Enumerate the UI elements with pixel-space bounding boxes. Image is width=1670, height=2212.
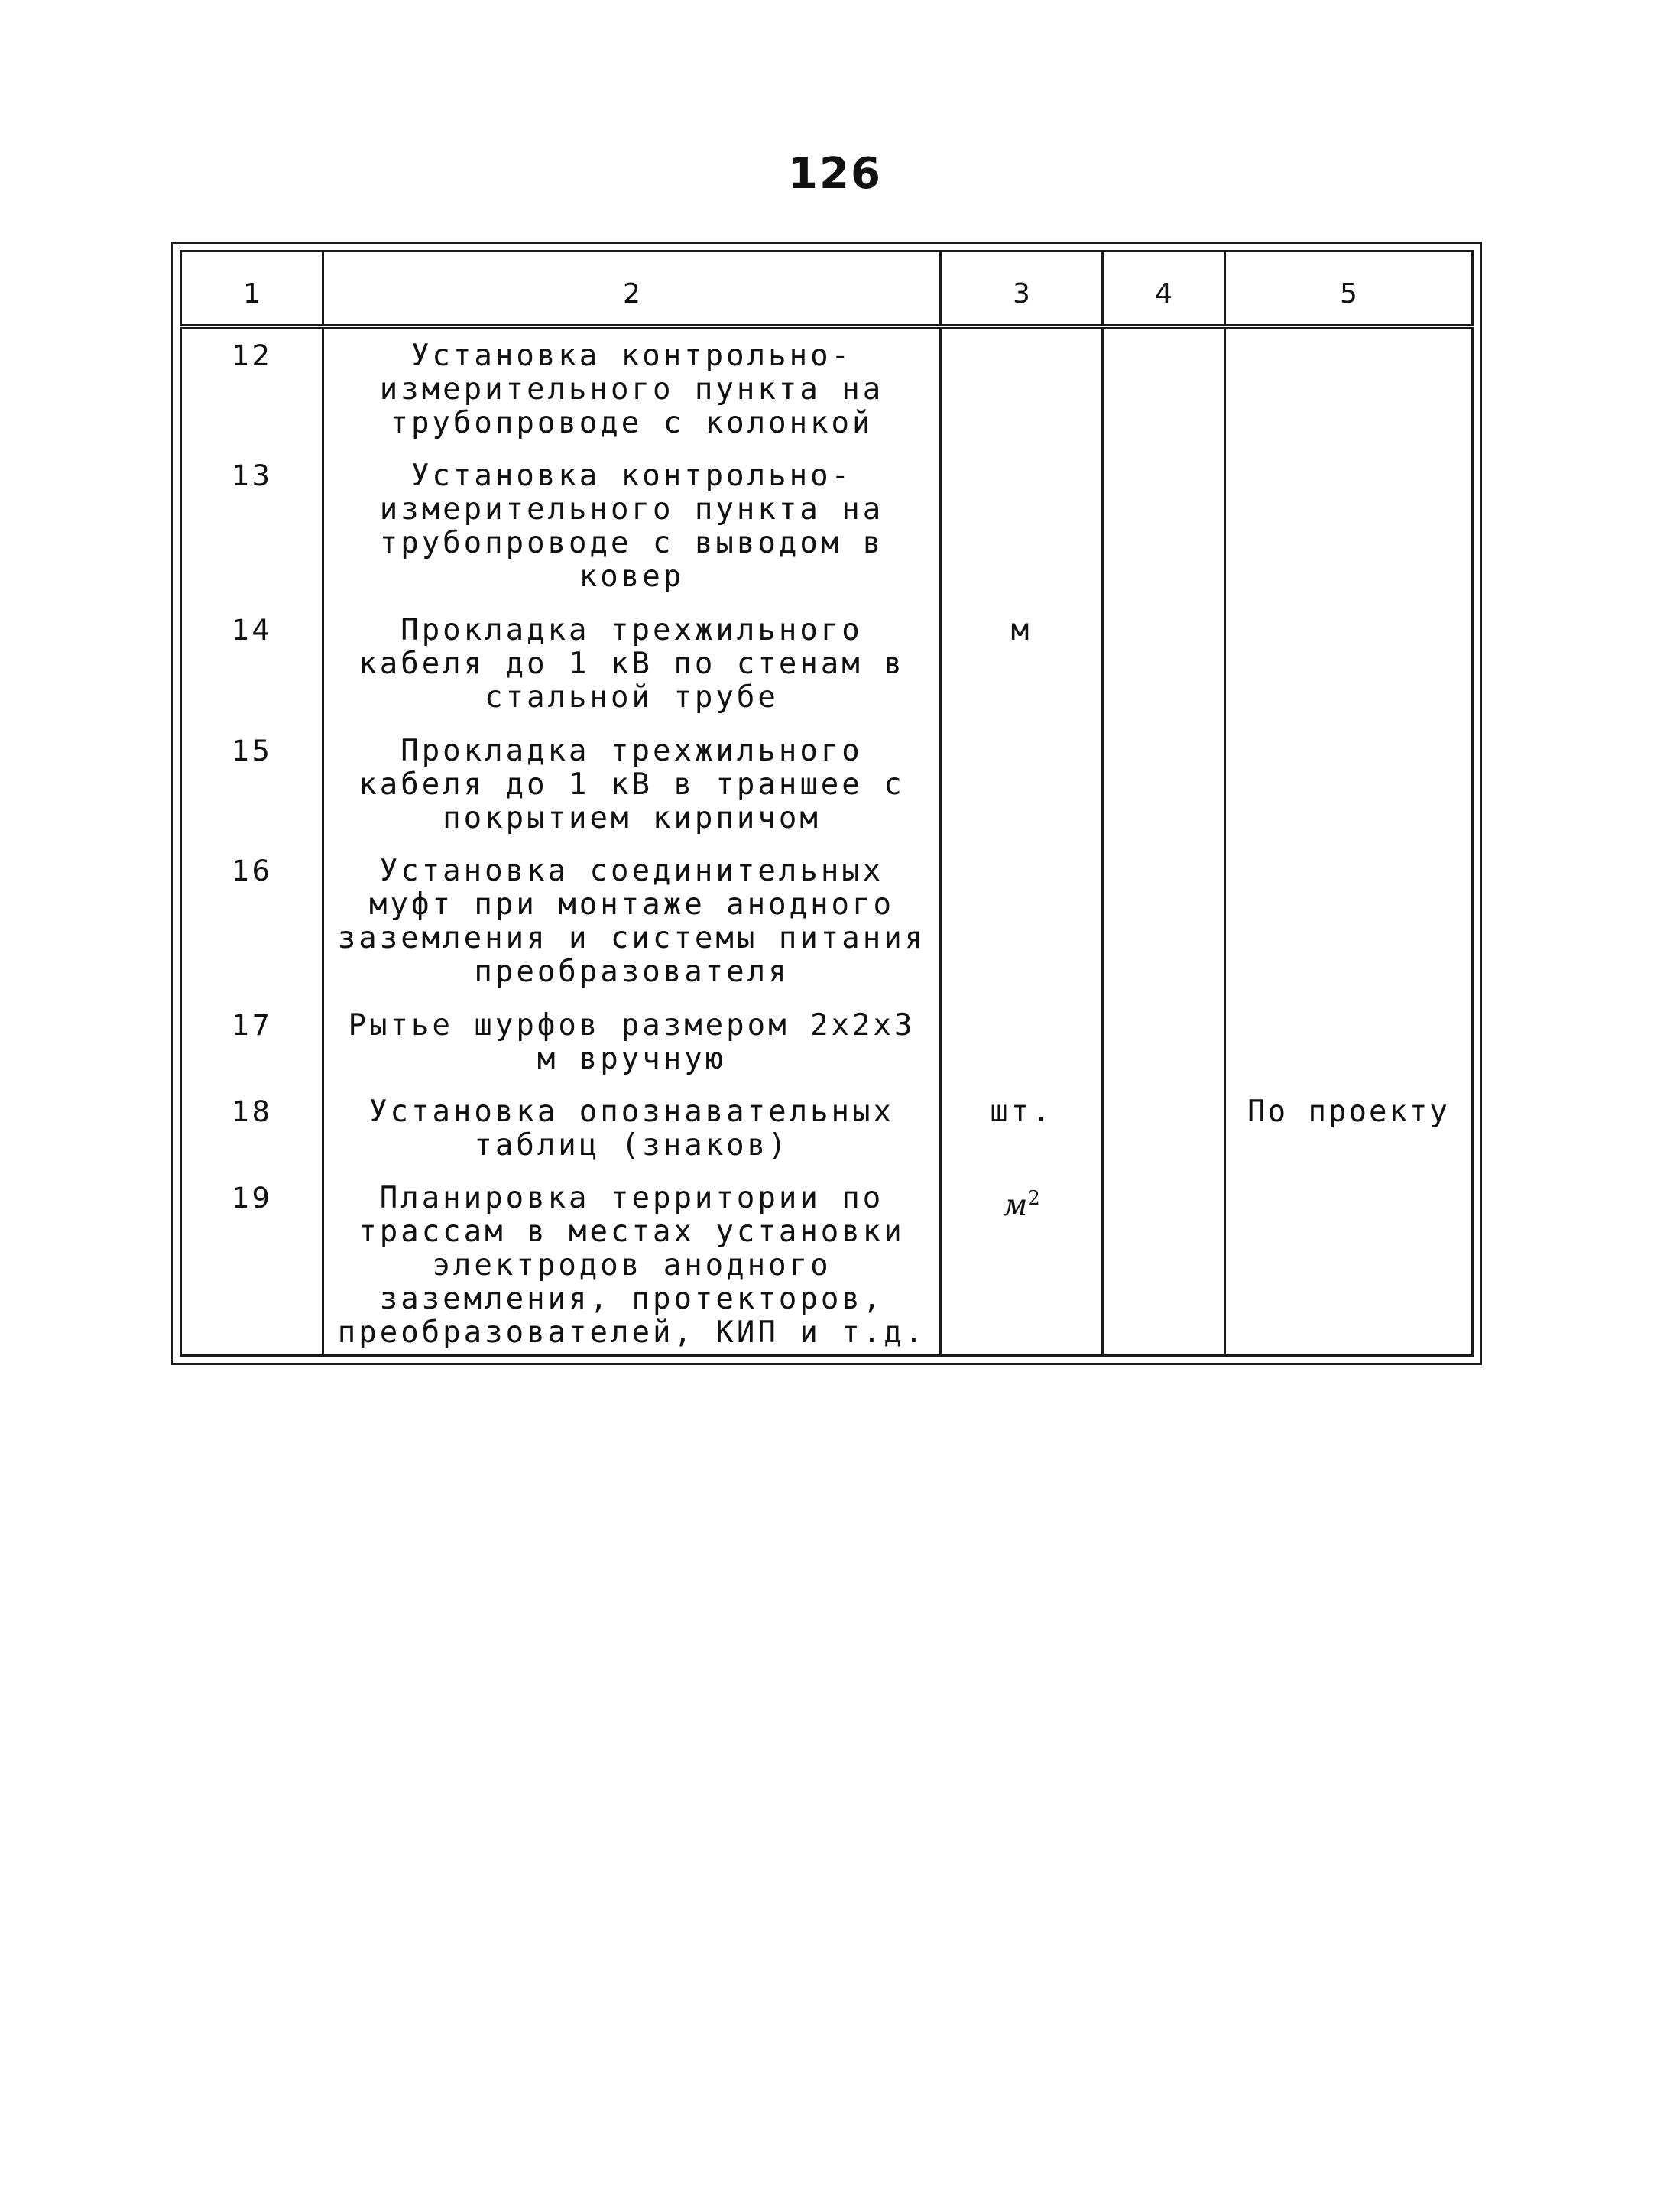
row-note <box>1225 1171 1473 1356</box>
table-row <box>181 1085 1473 1171</box>
row-number: 13 <box>181 449 323 603</box>
row-unit: шт. <box>941 1085 1103 1171</box>
page-number: 126 <box>788 149 882 199</box>
table-row <box>181 449 1473 603</box>
unit-exponent: 2 <box>1027 1186 1040 1210</box>
row-unit: м <box>941 603 1103 723</box>
row-quantity <box>1103 844 1225 998</box>
row-unit <box>941 998 1103 1085</box>
works-table <box>180 250 1474 1357</box>
row-quantity <box>1103 326 1225 449</box>
row-number: 19 <box>181 1171 323 1356</box>
row-note <box>1225 724 1473 844</box>
table-row <box>181 326 1473 449</box>
row-unit <box>941 1171 1103 1356</box>
row-description: Планировка территории по трассам в местах установки электродов анодного заземления, протекторов, преобразователей, КИП и т.д. <box>323 1171 941 1356</box>
row-quantity <box>1103 998 1225 1085</box>
row-number: 15 <box>181 724 323 844</box>
column-header-4: 4 <box>1103 251 1225 327</box>
row-note <box>1225 844 1473 998</box>
row-unit <box>941 724 1103 844</box>
table-row <box>181 1171 1473 1356</box>
row-quantity <box>1103 1171 1225 1356</box>
table-frame <box>171 242 1482 1365</box>
column-header-3: 3 <box>941 251 1103 327</box>
table-row <box>181 603 1473 723</box>
row-quantity <box>1103 449 1225 603</box>
table-row <box>181 724 1473 844</box>
header-row <box>181 251 1473 327</box>
row-quantity <box>1103 724 1225 844</box>
row-note <box>1225 603 1473 723</box>
square-meter-unit <box>1003 1186 1040 1223</box>
row-description: Установка контрольно-измерительного пункта на трубопроводе с выводом в ковер <box>323 449 941 603</box>
row-quantity <box>1103 1085 1225 1171</box>
row-unit <box>941 326 1103 449</box>
row-unit <box>941 844 1103 998</box>
row-description: Прокладка трехжильного кабеля до 1 кВ по стенам в стальной трубе <box>323 603 941 723</box>
row-number: 16 <box>181 844 323 998</box>
table-row <box>181 998 1473 1085</box>
column-header-5: 5 <box>1225 251 1473 327</box>
row-number: 14 <box>181 603 323 723</box>
row-note <box>1225 998 1473 1085</box>
row-number: 17 <box>181 998 323 1085</box>
row-unit <box>941 449 1103 603</box>
row-description: Установка опознавательных таблиц (знаков) <box>323 1085 941 1171</box>
column-header-2: 2 <box>323 251 941 327</box>
row-description: Прокладка трехжильного кабеля до 1 кВ в траншее с покрытием кирпичом <box>323 724 941 844</box>
row-note: По проекту <box>1225 1085 1473 1171</box>
row-note <box>1225 326 1473 449</box>
column-header-1: 1 <box>181 251 323 327</box>
row-number: 12 <box>181 326 323 449</box>
row-description: Установка соединительных муфт при монтаже анодного заземления и системы питания преобразователя <box>323 844 941 998</box>
row-quantity <box>1103 603 1225 723</box>
table-row <box>181 844 1473 998</box>
row-note <box>1225 449 1473 603</box>
row-description: Установка контрольно-измерительного пункта на трубопроводе с колонкой <box>323 326 941 449</box>
row-number: 18 <box>181 1085 323 1171</box>
unit-base: м <box>1003 1188 1028 1223</box>
row-description: Рытье шурфов размером 2x2x3 м вручную <box>323 998 941 1085</box>
